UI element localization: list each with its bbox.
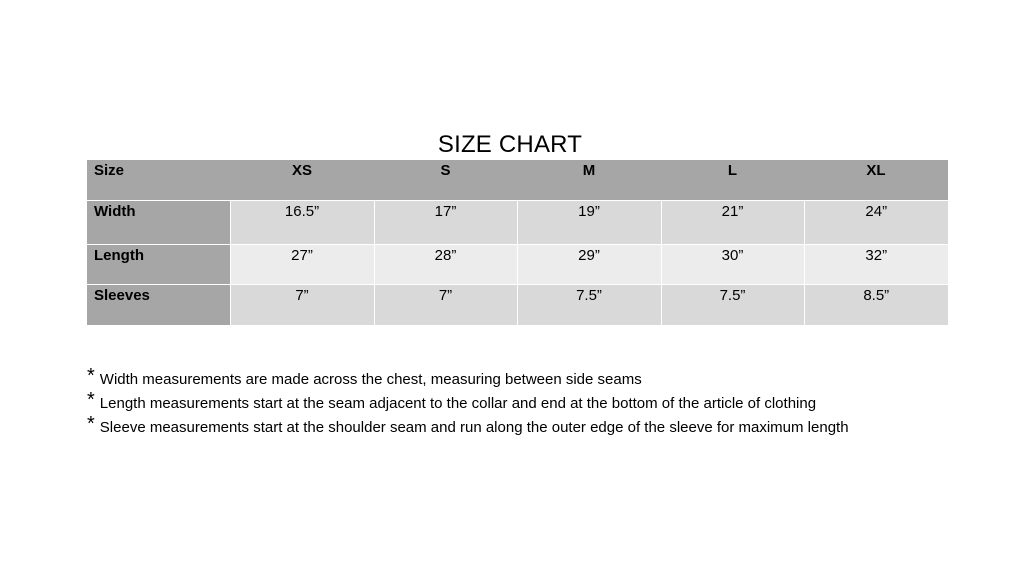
- header-m: M: [517, 160, 661, 200]
- cell-sleeves-xs: 7”: [230, 284, 374, 325]
- header-size: Size: [87, 160, 230, 200]
- cell-length-l: 30”: [661, 244, 804, 284]
- cell-width-m: 19”: [517, 200, 661, 244]
- note-sleeves: [87, 413, 987, 440]
- cell-length-xs: 27”: [230, 244, 374, 284]
- note-length: [87, 389, 987, 416]
- cell-sleeves-s: 7”: [374, 284, 517, 325]
- row-label-sleeves: Sleeves: [87, 284, 230, 325]
- cell-length-xl: 32”: [804, 244, 948, 284]
- header-xs: XS: [230, 160, 374, 200]
- header-s: S: [374, 160, 517, 200]
- page-title: SIZE CHART: [437, 131, 583, 158]
- header-xl: XL: [804, 160, 948, 200]
- cell-width-s: 17”: [374, 200, 517, 244]
- cell-length-s: 28”: [374, 244, 517, 284]
- measurement-notes: [87, 365, 987, 440]
- cell-sleeves-xl: 8.5”: [804, 284, 948, 325]
- note-length-text: Length measurements start at the seam adjacent to the collar and end at the bottom of the article of clothing: [99, 395, 817, 412]
- row-label-width: Width: [87, 200, 230, 244]
- cell-width-xl: 24”: [804, 200, 948, 244]
- cell-width-l: 21”: [661, 200, 804, 244]
- note-width: [87, 365, 987, 392]
- cell-sleeves-m: 7.5”: [517, 284, 661, 325]
- table-header-row: [87, 160, 948, 200]
- cell-length-m: 29”: [517, 244, 661, 284]
- asterisk-marker: *: [87, 413, 95, 435]
- asterisk-marker: *: [87, 389, 95, 411]
- cell-sleeves-l: 7.5”: [661, 284, 804, 325]
- size-chart-table: [87, 160, 948, 325]
- note-sleeves-text: Sleeve measurements start at the shoulder seam and run along the outer edge of the sleeve for maximum length: [99, 419, 849, 436]
- table-row-width: [87, 200, 948, 244]
- table-row-length: [87, 244, 948, 284]
- header-l: L: [661, 160, 804, 200]
- cell-width-xs: 16.5”: [230, 200, 374, 244]
- note-width-text: Width measurements are made across the chest, measuring between side seams: [99, 371, 642, 388]
- table-row-sleeves: [87, 284, 948, 325]
- asterisk-marker: *: [87, 365, 95, 387]
- row-label-length: Length: [87, 244, 230, 284]
